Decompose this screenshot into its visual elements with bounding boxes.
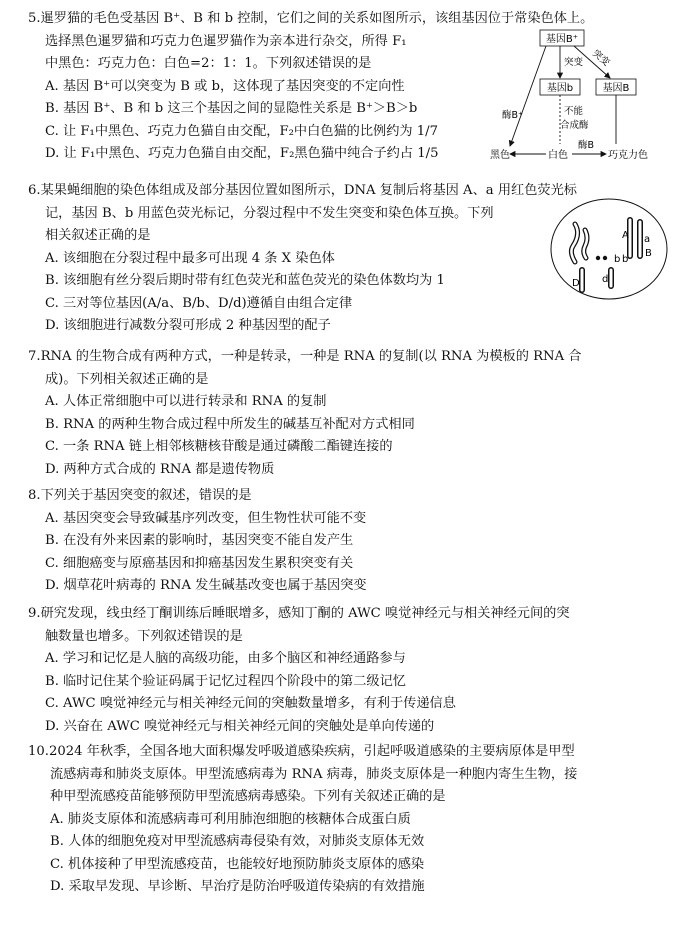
gene-b-lower-label: 基因b <box>546 83 574 94</box>
cannot-label: 不能 <box>564 106 584 117</box>
white-label: 白色 <box>548 150 568 161</box>
option-c[interactable]: C. 细胞癌变与原癌基因和抑癌基因发生累积突变有关 <box>45 555 354 571</box>
question-stem-line: 种甲型流感疫苗能够预防甲型流感病毒感染。下列有关叙述正确的是 <box>50 789 446 804</box>
enzyme-bplus-label: 酶B⁺ <box>502 110 524 121</box>
question-stem-line: 流感病毒和肺炎支原体。甲型流感病毒为 RNA 病毒，肺炎支原体是一种胞内寄生生物，接 <box>50 766 578 782</box>
question-stem-line: 2024 年秋季，全国各地大面积爆发呼吸道感染疾病，引起呼吸道感染的主要病原体是甲型 <box>48 744 575 759</box>
cell-chromosome-diagram <box>548 196 670 302</box>
question-number: 7. <box>28 349 41 364</box>
option-c[interactable]: C. 一条 RNA 链上相邻核糖核苷酸是通过磷酸二酯键连接的 <box>45 439 393 454</box>
option-a[interactable]: A. 基因突变会导致碱基序列改变，但生物性状可能不变 <box>45 510 367 526</box>
question-stem-line: 某果蝇细胞的染色体组成及部分基因位置如图所示，DNA 复制后将基因 A、a 用红色荧光标 <box>40 183 577 198</box>
option-a[interactable]: A. 基因 B⁺可以突变为 B 或 b，这体现了基因突变的不定向性 <box>45 78 405 94</box>
gene-A-label: A <box>622 230 629 241</box>
option-a[interactable]: A. 人体正常细胞中可以进行转录和 RNA 的复制 <box>45 394 327 409</box>
gene-b-upper-label: 基因B <box>602 83 630 94</box>
option-d[interactable]: D. 让 F₁中黑色、巧克力色猫自由交配，F₂黑色猫中纯合子约占 1/5 <box>45 146 439 161</box>
question-number: 10. <box>28 744 49 759</box>
question-stem-line: 中黑色：巧克力色：白色=2：1：1。下列叙述错误的是 <box>45 56 372 71</box>
question-stem-line: 研究发现，线虫经丁酮训练后睡眠增多，感知丁酮的 AWC 嗅觉神经元与相关神经元间的突 <box>40 606 570 621</box>
question-8 <box>28 485 367 598</box>
option-b[interactable]: B. 基因 B⁺、B 和 b 这三个基因之间的显隐性关系是 B⁺＞B＞b <box>45 101 418 116</box>
option-b[interactable]: B. 人体的细胞免疫对甲型流感病毒侵染有效，对肺炎支原体无效 <box>50 834 425 849</box>
question-6 <box>28 180 577 338</box>
synth-enzyme-label: 合成酶 <box>560 120 589 131</box>
option-d[interactable]: D. 烟草花叶病毒的 RNA 发生碱基改变也属于基因突变 <box>45 578 367 593</box>
option-d[interactable]: D. 两种方式合成的 RNA 都是遗传物质 <box>45 461 275 477</box>
question-stem-line: 暹罗猫的毛色受基因 B⁺、B 和 b 控制，它们之间的关系如图所示，该组基因位于常染色体上。 <box>40 11 594 26</box>
option-a[interactable]: A. 肺炎支原体和流感病毒可利用肺泡细胞的核糖体合成蛋白质 <box>50 811 411 827</box>
question-7 <box>28 346 582 481</box>
gene-B-label: B <box>645 248 652 259</box>
black-label: 黑色 <box>490 150 510 161</box>
option-c[interactable]: C. 机体接种了甲型流感疫苗，也能较好地预防肺炎支原体的感染 <box>50 856 425 872</box>
gene-a-label: a <box>644 234 651 245</box>
question-stem-line: 相关叙述正确的是 <box>45 228 151 243</box>
option-b[interactable]: B. 临时记住某个验证码属于记忆过程四个阶段中的第二级记忆 <box>45 673 406 689</box>
option-d[interactable]: D. 兴奋在 AWC 嗅觉神经元与相关神经元间的突触处是单向传递的 <box>45 718 435 734</box>
option-b[interactable]: B. RNA 的两种生物合成过程中所发生的碱基互补配对方式相同 <box>45 416 415 432</box>
option-b[interactable]: B. 该细胞有丝分裂后期时带有红色荧光和蓝色荧光的染色体数均为 1 <box>45 273 445 288</box>
option-c[interactable]: C. 三对等位基因(A/a、B/b、D/d)遵循自由组合定律 <box>45 295 353 311</box>
option-c[interactable]: C. 让 F₁中黑色、巧克力色猫自由交配，F₂中白色猫的比例约为 1/7 <box>45 123 438 139</box>
option-d[interactable]: D. 该细胞进行减数分裂可形成 2 种基因型的配子 <box>45 318 331 333</box>
question-stem-line: 成)。下列相关叙述正确的是 <box>45 371 209 387</box>
option-c[interactable]: C. AWC 嗅觉神经元与相关神经元间的突触数量增多，有利于传递信息 <box>45 696 456 711</box>
question-stem-line: 选择黑色暹罗猫和巧克力色暹罗猫作为亲本进行杂交，所得 F₁ <box>45 33 407 49</box>
gene-b-label: b <box>622 254 629 265</box>
question-stem-line: 下列关于基因突变的叙述，错误的是 <box>40 488 252 503</box>
question-number: 6. <box>28 183 41 198</box>
question-stem-line: 记，基因 B、b 用蓝色荧光标记，分裂过程中不发生突变和染色体互换。下列 <box>45 205 494 221</box>
option-a[interactable]: A. 学习和记忆是人脑的高级功能，由多个脑区和神经通路参与 <box>45 651 406 666</box>
question-10 <box>28 741 577 899</box>
question-number: 9. <box>28 606 41 621</box>
gene-bplus-label: 基因B⁺ <box>545 34 579 45</box>
gene-b-label: b <box>614 254 621 265</box>
gene-D-label: D <box>572 278 580 289</box>
mutation-label: 突变 <box>564 57 584 68</box>
question-9 <box>28 603 570 738</box>
question-number: 8. <box>28 488 41 503</box>
question-stem-line: RNA 的生物合成有两种方式，一种是转录，一种是 RNA 的复制(以 RNA 为模板的 RNA 合 <box>40 349 582 364</box>
mutation-label: 突变 <box>590 47 612 69</box>
gene-pathway-diagram <box>488 28 673 163</box>
question-stem-line: 触数量也增多。下列叙述错误的是 <box>45 628 243 644</box>
option-d[interactable]: D. 采取早发现、早诊断、早治疗是防治呼吸道传染病的有效措施 <box>50 879 425 894</box>
chocolate-label: 巧克力色 <box>608 150 648 161</box>
option-b[interactable]: B. 在没有外来因素的影响时，基因突变不能自发产生 <box>45 533 354 548</box>
question-number: 5. <box>28 11 41 26</box>
gene-d-label: d <box>602 274 609 285</box>
enzyme-b-label: 酶B <box>578 140 595 151</box>
option-a[interactable]: A. 该细胞在分裂过程中最多可出现 4 条 X 染色体 <box>45 250 335 266</box>
